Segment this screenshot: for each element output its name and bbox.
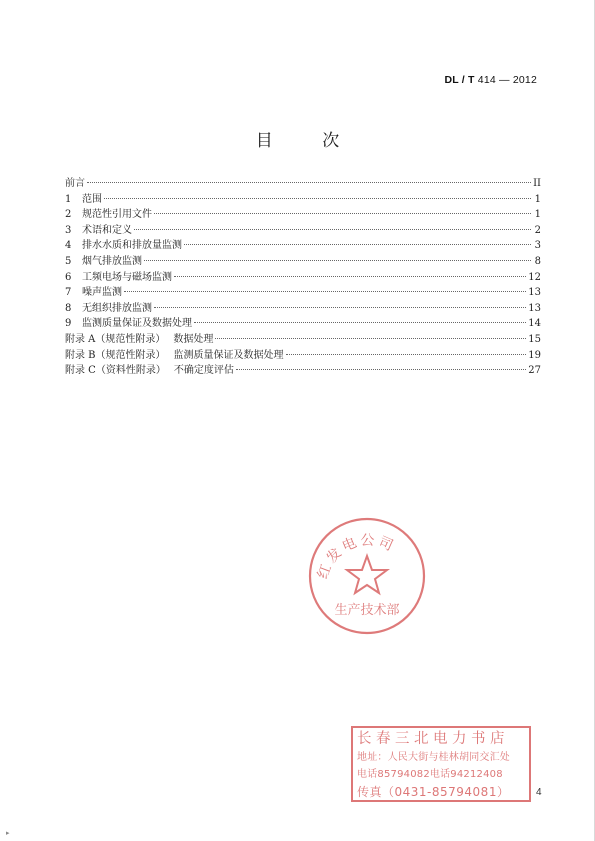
dot-leader — [154, 213, 531, 214]
toc-entry-page: II — [533, 178, 541, 189]
dot-leader — [174, 276, 526, 277]
toc-entry-number: 9 — [65, 318, 72, 330]
standard-number — [444, 74, 537, 86]
toc-entry[interactable] — [65, 301, 541, 317]
toc-entry-number: 2 — [65, 209, 72, 221]
toc-entry-label: 无组织排放监测 — [82, 302, 152, 314]
page-title: 目 次 — [255, 131, 362, 151]
toc-entry-label: 术语和定义 — [82, 224, 132, 236]
toc-entry-number: 7 — [65, 287, 72, 299]
toc-entry-label: 烟气排放监测 — [82, 255, 142, 267]
toc-entry[interactable] — [65, 332, 541, 348]
dot-leader — [144, 260, 531, 261]
toc-entry-page: 2 — [534, 224, 541, 236]
toc-entry-label: 噪声监测 — [82, 287, 122, 299]
table-of-contents — [65, 176, 541, 379]
toc-entry-number: 1 — [65, 193, 72, 205]
bookstore-stamp — [351, 726, 531, 802]
toc-entry-subtitle: 监测质量保证及数据处理 — [173, 349, 284, 361]
dot-leader — [124, 291, 526, 292]
toc-entry-number: 3 — [65, 224, 72, 236]
toc-entry-label: 前言 — [65, 178, 85, 189]
toc-entry-page: 8 — [534, 255, 541, 267]
standard-prefix: DL / T — [444, 74, 475, 86]
toc-entry-page: 15 — [528, 333, 541, 345]
page-mark: 4 — [536, 787, 542, 798]
toc-entry[interactable] — [65, 270, 541, 286]
dot-leader — [87, 182, 531, 183]
stamp-address: 地址：人民大街与桂林胡同交汇处 — [357, 752, 510, 763]
seal-bottom-text: 生产技术部 — [334, 603, 400, 618]
toc-entry-number: 8 — [65, 302, 72, 314]
dot-leader — [194, 322, 526, 323]
toc-entry-subtitle: 数据处理 — [173, 333, 214, 345]
toc-entry-label: 范围 — [82, 193, 102, 205]
toc-entry[interactable] — [65, 223, 541, 239]
toc-entry-label: 附录 A（规范性附录） — [65, 333, 166, 345]
toc-entry-subtitle: 不确定度评估 — [173, 365, 234, 377]
dot-leader — [104, 198, 531, 199]
dot-leader — [215, 338, 526, 339]
dot-leader — [286, 354, 527, 355]
dot-leader — [184, 244, 531, 245]
toc-entry[interactable] — [65, 254, 541, 270]
toc-entry-page: 13 — [528, 287, 541, 299]
toc-entry[interactable] — [65, 348, 541, 364]
toc-entry-label: 规范性引用文件 — [82, 209, 152, 221]
toc-entry-number: 4 — [65, 240, 72, 252]
toc-entry-label: 附录 C（资料性附录） — [65, 365, 166, 377]
stamp-title: 长春三北电力书店 — [357, 731, 509, 747]
red-seal-stamp — [305, 514, 430, 639]
toc-entry-label: 监测质量保证及数据处理 — [82, 318, 192, 330]
toc-entry-page: 12 — [528, 271, 541, 283]
toc-entry[interactable] — [65, 207, 541, 223]
toc-entry-label: 工频电场与磁场监测 — [82, 271, 172, 283]
toc-entry-page: 13 — [528, 302, 541, 314]
toc-entry[interactable] — [65, 192, 541, 208]
toc-entry-page: 3 — [534, 240, 541, 252]
toc-entry[interactable] — [65, 285, 541, 301]
toc-entry-page: 19 — [528, 349, 541, 361]
standard-year: 414 — 2012 — [474, 74, 537, 86]
dot-leader — [154, 307, 526, 308]
toc-entry-page: 1 — [534, 193, 541, 205]
toc-entry[interactable] — [65, 363, 541, 379]
stamp-phone: 电话85794082电话94212408 — [357, 769, 503, 780]
star-icon — [347, 556, 387, 593]
toc-entry-label: 附录 B（规范性附录） — [65, 349, 166, 361]
toc-entry[interactable] — [65, 238, 541, 254]
toc-entry-page: 1 — [534, 209, 541, 221]
toc-entry[interactable] — [65, 176, 541, 192]
toc-entry-label: 排水水质和排放量监测 — [82, 240, 182, 252]
toc-entry-page: 27 — [528, 365, 541, 377]
dot-leader — [134, 229, 531, 230]
toc-entry-page: 14 — [528, 318, 541, 330]
dot-leader — [236, 369, 526, 370]
seal-top-text: 红发电公司 — [314, 532, 399, 582]
corner-mark: ▸ — [6, 830, 10, 837]
toc-entry-number: 6 — [65, 271, 72, 283]
toc-entry[interactable] — [65, 316, 541, 332]
stamp-fax: 传真（0431-85794081） — [357, 785, 510, 799]
toc-entry-number: 5 — [65, 255, 72, 267]
